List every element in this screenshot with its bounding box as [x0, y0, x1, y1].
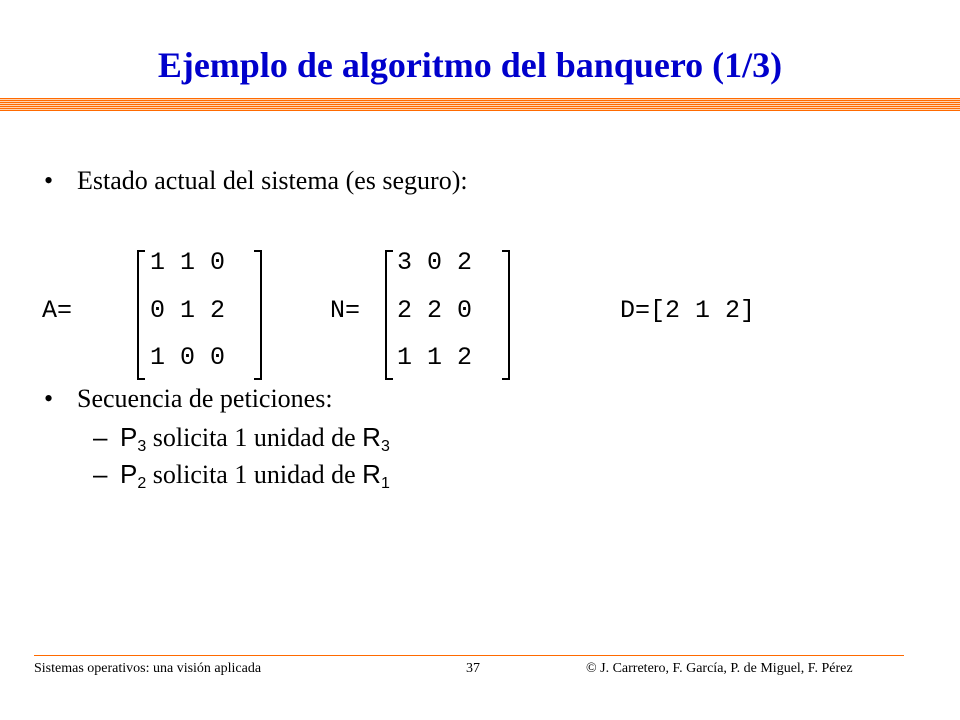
- matrix-n-left-bracket: [385, 250, 393, 380]
- matrix-n-right-bracket: [502, 250, 510, 380]
- resource-index: 3: [380, 438, 390, 455]
- matrix-a-row-2: 0 1 2: [150, 296, 226, 325]
- bullet-state: [44, 166, 468, 196]
- resource-name: R: [362, 422, 381, 452]
- process-index: 3: [137, 438, 147, 455]
- dash-icon: –: [93, 459, 108, 489]
- bullet-sequence-text: Secuencia de peticiones:: [77, 384, 333, 413]
- process-index: 2: [137, 475, 147, 492]
- footer-authors: © J. Carretero, F. García, P. de Miguel, F. Pérez: [586, 661, 853, 676]
- dash-icon: –: [93, 422, 108, 452]
- matrix-a-row-1: 1 1 0: [150, 248, 226, 277]
- footer-book-title: Sistemas operativos: una visión aplicada: [34, 661, 262, 676]
- request-text: solicita 1 unidad de: [152, 460, 356, 489]
- slide-title: Ejemplo de algoritmo del banquero (1/3): [157, 45, 783, 85]
- matrix-a-label: A=: [42, 296, 73, 325]
- footer-divider: [34, 655, 904, 656]
- matrix-n-row-1: 3 0 2: [397, 248, 473, 277]
- request-text: solicita 1 unidad de: [152, 423, 356, 452]
- bullet-icon: •: [44, 384, 54, 413]
- bullet-sequence: [44, 384, 333, 414]
- footer-page-number: 37: [466, 661, 480, 676]
- matrix-n-row-2: 2 2 0: [397, 296, 473, 325]
- bullet-state-text: Estado actual del sistema (es seguro):: [77, 166, 468, 195]
- resource-name: R: [362, 459, 381, 489]
- matrix-a-row-3: 1 0 0: [150, 343, 226, 372]
- process-name: P: [120, 422, 138, 452]
- title-divider: [0, 98, 960, 111]
- resource-index: 1: [380, 475, 390, 492]
- vector-d: D=[2 1 2]: [620, 296, 756, 325]
- request-item: [93, 422, 390, 456]
- matrix-n-row-3: 1 1 2: [397, 343, 473, 372]
- matrix-a-left-bracket: [137, 250, 145, 380]
- bullet-icon: •: [44, 166, 54, 195]
- matrix-n-label: N=: [330, 296, 361, 325]
- process-name: P: [120, 459, 138, 489]
- request-item: [93, 459, 390, 493]
- matrix-a-right-bracket: [254, 250, 262, 380]
